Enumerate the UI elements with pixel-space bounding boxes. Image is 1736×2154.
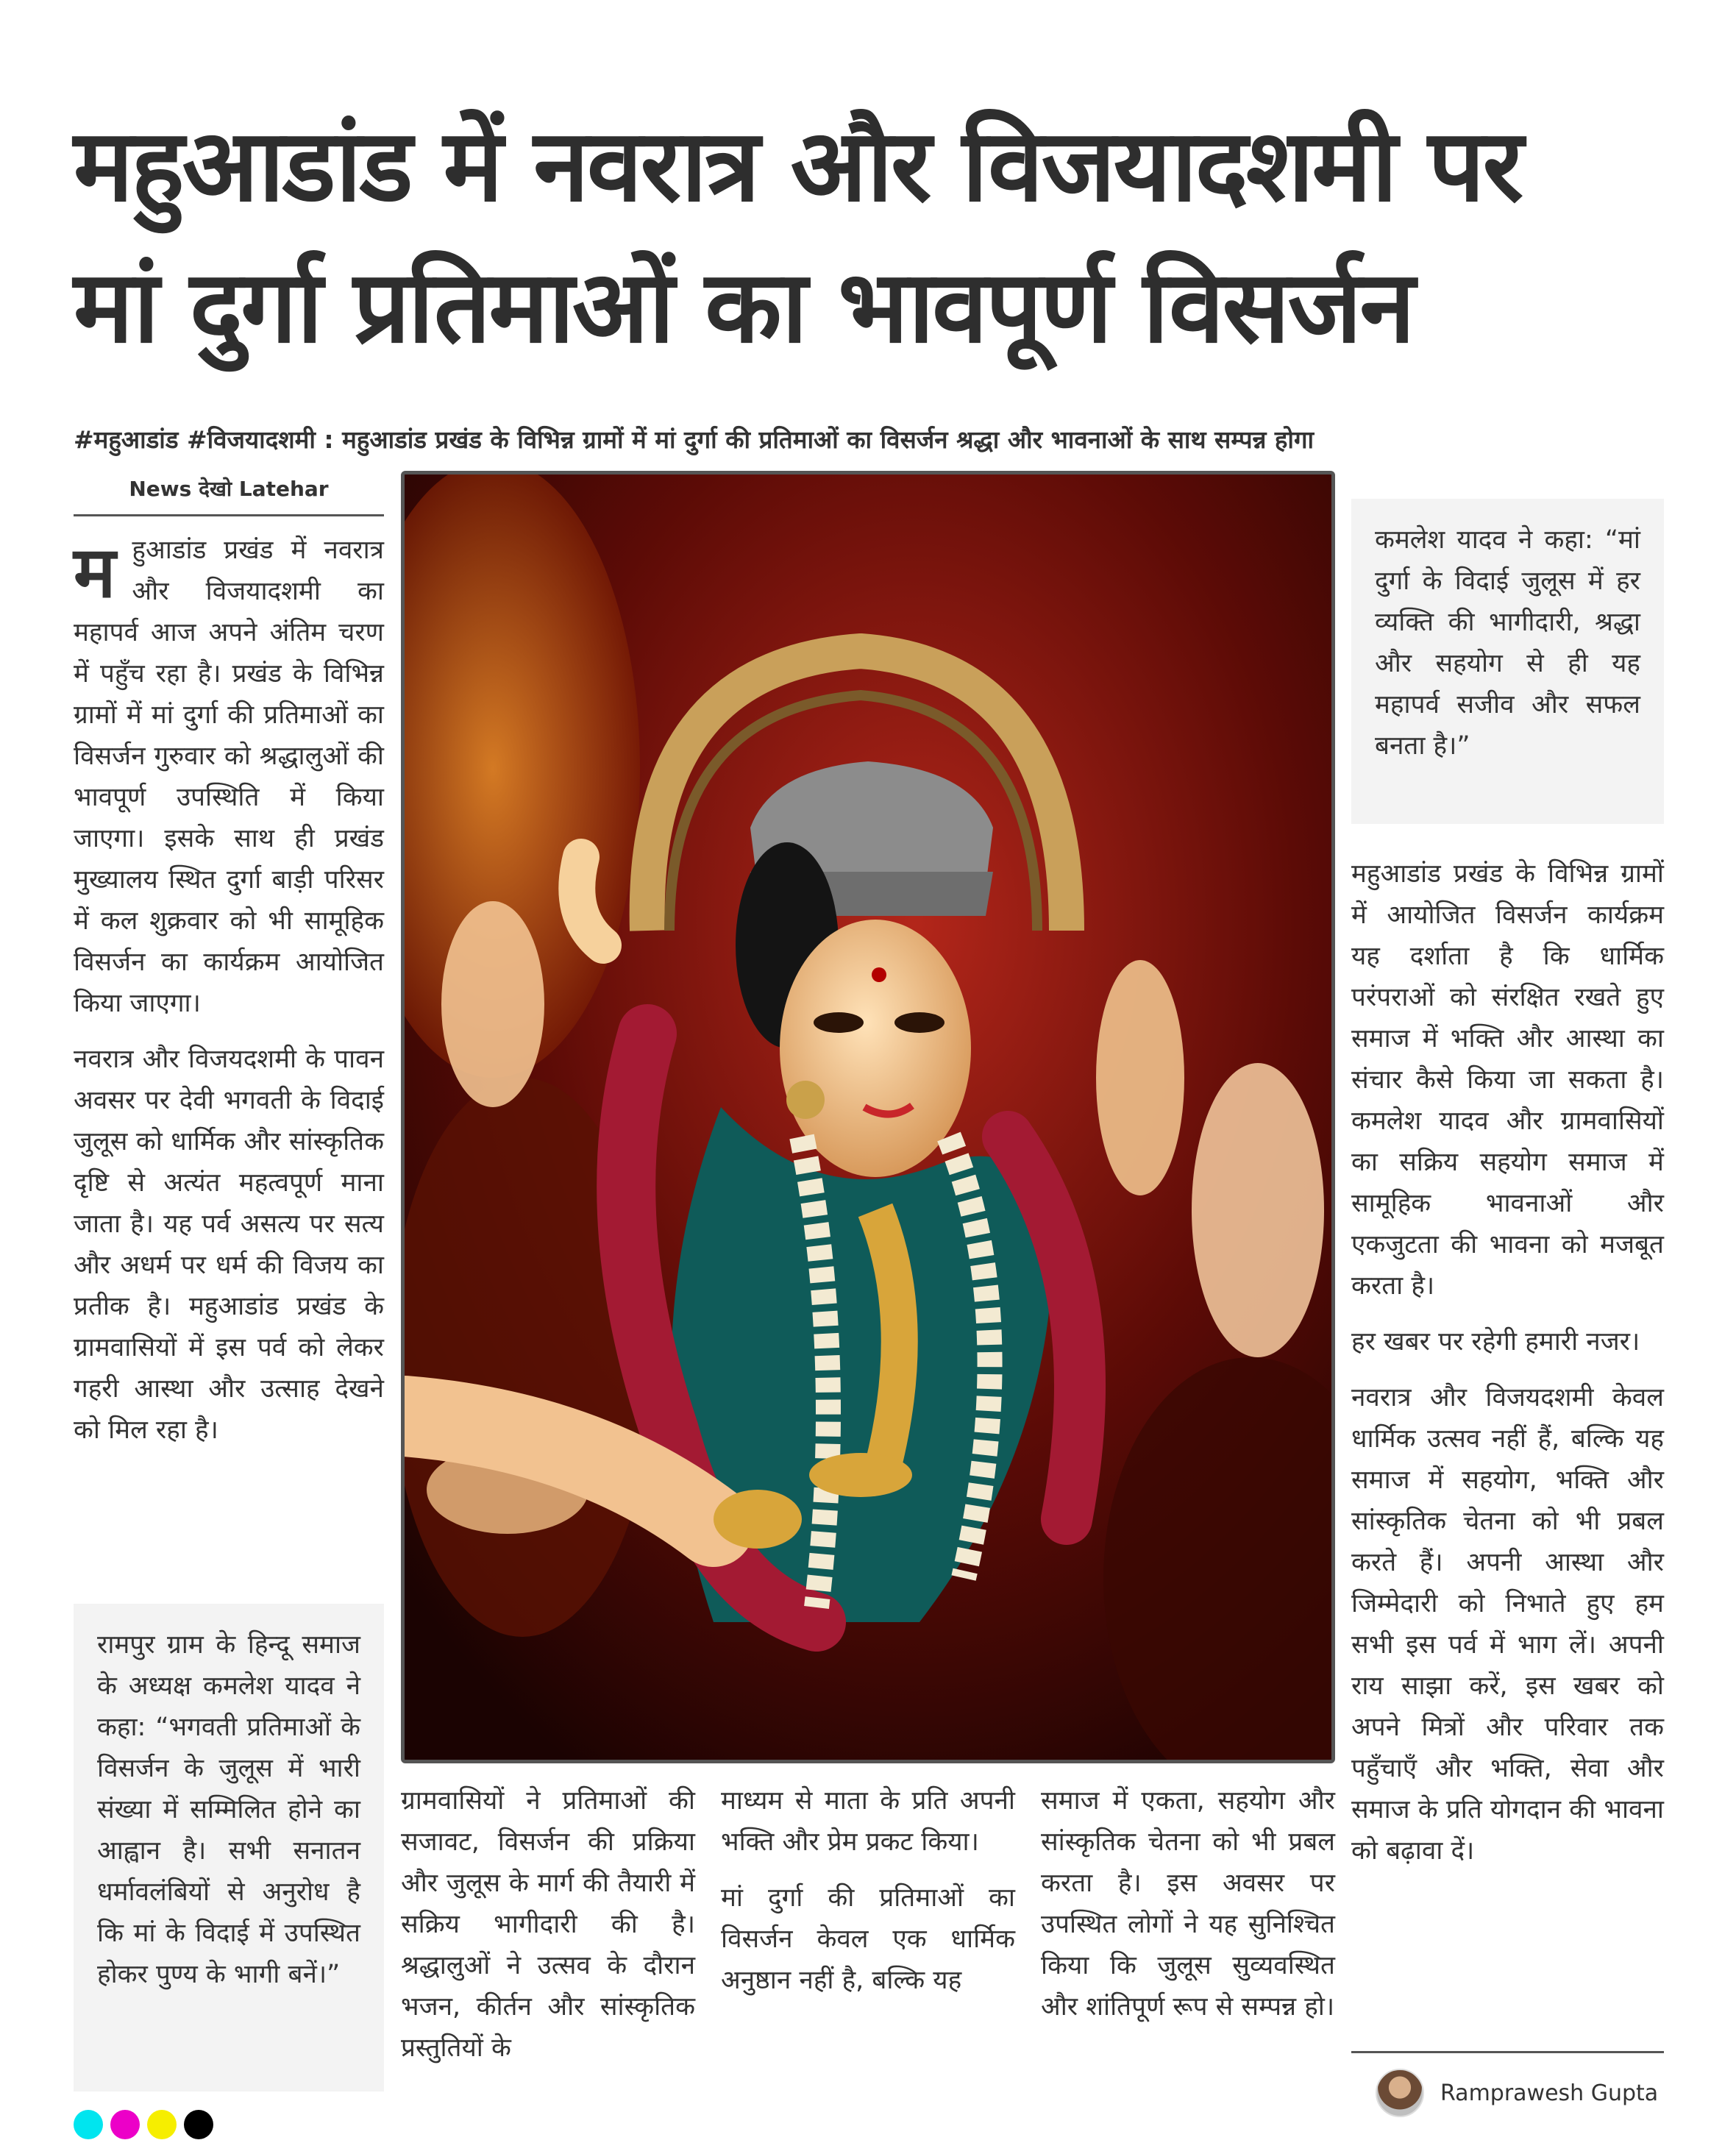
- author-name: Ramprawesh Gupta: [1440, 2080, 1659, 2106]
- headline: [74, 96, 1677, 378]
- black-swatch: [184, 2110, 213, 2139]
- article-paragraph: नवरात्र और विजयदशमी केवल धार्मिक उत्सव नहीं हैं, बल्कि यह समाज में सहयोग, भक्ति और सांस्कृतिक चेतना को भी प्रबल करते हैं। अपनी आस्था और जिम्मेदारी को निभाते हुए हम सभी इस पर्व में भाग लें। अपनी राय साझा करें, इस खबर को अपने मित्रों और परिवार तक पहुँचाएँ और भक्ति, सेवा और समाज के प्रति योगदान की भावना को बढ़ावा दें।: [1351, 1383, 1664, 1866]
- article-column-bottom-2: [721, 1780, 1015, 2016]
- article-column-bottom-1: [401, 1780, 695, 2083]
- headline-line-2: मां दुर्गा प्रतिमाओं का भावपूर्ण विसर्जन: [74, 249, 1413, 366]
- article-paragraph: माध्यम से माता के प्रति अपनी भक्ति और प्रेम प्रकट किया।: [721, 1786, 1015, 1857]
- article-column-right: [1351, 853, 1664, 1886]
- article-paragraph: हर खबर पर रहेगी हमारी नजर।: [1351, 1327, 1640, 1357]
- author-credit: [1376, 2067, 1658, 2119]
- pull-quote-left: रामपुर ग्राम के हिन्दू समाज के अध्यक्ष कमलेश यादव ने कहा: “भगवती प्रतिमाओं के विसर्जन के जुलूस में भारी संख्या में सम्मिलित होने का आह्वान है। सभी सनातन धर्मावलंबियों से अनुरोध है कि मां के विदाई में उपस्थित होकर पुण्य के भागी बनें।”: [74, 1604, 384, 2091]
- yellow-swatch: [147, 2110, 177, 2139]
- intro-text: हुआडांड प्रखंड में नवरात्र और विजयादशमी का महापर्व आज अपने अंतिम चरण में पहुँच रहा है। प्रखंड के विभिन्न ग्रामों में मां दुर्गा की प्रतिमाओं का विसर्जन गुरुवार को श्रद्धालुओं की भावपूर्ण उपस्थिति में किया जाएगा। इसके साथ ही प्रखंड मुख्यालय स्थित दुर्गा बाड़ी परिसर में कल शुक्रवार को भी सामूहिक विसर्जन का कार्यक्रम आयोजित किया जाएगा।: [74, 536, 384, 1018]
- subheadline: #महुआडांड #विजयादशमी : महुआडांड प्रखंड के विभिन्न ग्रामों में मां दुर्गा की प्रतिमाओं का विसर्जन श्रद्धा और भावनाओं के साथ सम्पन्न होगा: [74, 425, 1315, 454]
- author-divider: [1351, 2051, 1664, 2053]
- cyan-swatch: [74, 2110, 103, 2139]
- pull-quote-right: कमलेश यादव ने कहा: “मां दुर्गा के विदाई जुलूस में हर व्यक्ति की भागीदारी, श्रद्धा और सहयोग से ही यह महापर्व सजीव और सफल बनता है।”: [1351, 499, 1664, 824]
- print-registration-marks: [74, 2110, 213, 2139]
- durga-idol-illustration: [405, 474, 1331, 1760]
- headline-line-1: महुआडांड में नवरात्र और विजयादशमी पर: [74, 108, 1522, 224]
- drop-cap: म: [74, 531, 116, 614]
- article-paragraph: समाज में एकता, सहयोग और सांस्कृतिक चेतना को भी प्रबल करता है। इस अवसर पर उपस्थित लोगों ने यह सुनिश्चित किया कि जुलूस सुव्यवस्थित और शांतिपूर्ण रूप से सम्पन्न हो।: [1041, 1786, 1335, 2022]
- article-column-bottom-3: [1041, 1780, 1335, 2042]
- author-avatar: [1376, 2069, 1424, 2117]
- article-column-left: [74, 530, 384, 1465]
- article-paragraph: मां दुर्गा की प्रतिमाओं का विसर्जन केवल एक धार्मिक अनुष्ठान नहीं है, बल्कि यह: [721, 1883, 1015, 1995]
- article-intro-paragraph: [74, 530, 384, 1024]
- byline: News देखो Latehar: [74, 469, 384, 516]
- article-paragraph: महुआडांड प्रखंड के विभिन्न ग्रामों में आयोजित विसर्जन कार्यक्रम यह दर्शाता है कि धार्मिक परंपराओं को संरक्षित रखते हुए समाज में भक्ति और आस्था का संचार कैसे किया जा सकता है। कमलेश यादव और ग्रामवासियों का सक्रिय सहयोग समाज में सामूहिक भावनाओं और एकजुटता की भावना को मजबूत करता है।: [1351, 859, 1664, 1301]
- article-paragraph: नवरात्र और विजयदशमी के पावन अवसर पर देवी भगवती के विदाई जुलूस को धार्मिक और सांस्कृतिक दृष्टि से अत्यंत महत्वपूर्ण माना जाता है। यह पर्व असत्य पर सत्य और अधर्म पर धर्म की विजय का प्रतीक है। महुआडांड प्रखंड के ग्रामवासियों में इस पर्व को लेकर गहरी आस्था और उत्साह देखने को मिल रहा है।: [74, 1045, 384, 1445]
- magenta-swatch: [110, 2110, 140, 2139]
- durga-idol-photo: [401, 471, 1335, 1763]
- article-paragraph: ग्रामवासियों ने प्रतिमाओं की सजावट, विसर्जन की प्रक्रिया और जुलूस के मार्ग की तैयारी में सक्रिय भागीदारी की है। श्रद्धालुओं ने उत्सव के दौरान भजन, कीर्तन और सांस्कृतिक प्रस्तुतियों के: [401, 1786, 695, 2063]
